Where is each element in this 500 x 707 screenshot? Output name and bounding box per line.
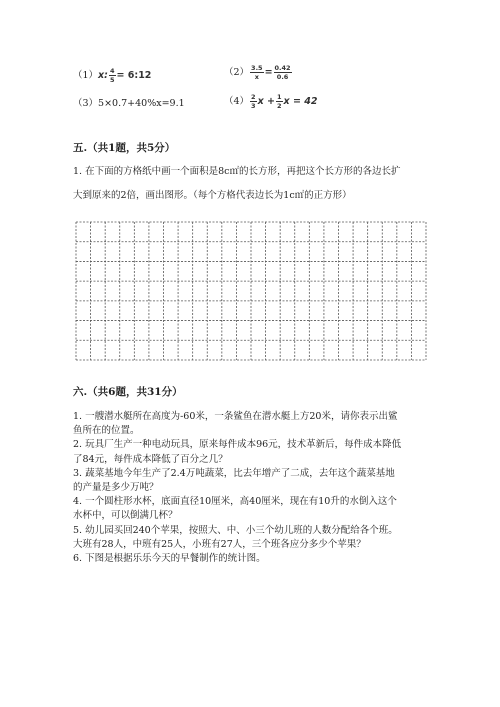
fraction-numerator: 0.42	[274, 64, 291, 72]
fraction-denominator: 3	[251, 102, 256, 110]
question-line: 的产量是多少万吨？	[73, 482, 159, 494]
equation-2-label: （2）	[224, 67, 250, 78]
question-line: 1. 一艘潜水艇所在高度为-60米，一条鲨鱼在潜水艇上方20米，请你表示出鲨	[73, 411, 398, 422]
question-line: 水杯中，可以倒满几杯？	[73, 510, 178, 522]
equation-2-fraction-1	[250, 64, 264, 81]
fraction-denominator: 0.6	[276, 73, 289, 81]
section-5-heading: 五.（共1题，共5分）	[73, 142, 176, 154]
equation-2-equals: =	[264, 67, 273, 78]
equation-1-pre: x:	[98, 70, 108, 81]
equation-4-mid: x +	[257, 96, 275, 107]
question-line: 5. 幼儿园买回240个苹果，按照大、中、小三个幼儿班的人数分配给各个班。	[73, 524, 398, 536]
question-line: 6. 下图是根据乐乐今天的早餐制作的统计图。	[73, 553, 266, 565]
equation-1-post: = 6:12	[116, 70, 152, 81]
equation-4-post: x = 42	[283, 96, 318, 107]
fraction-numerator: 2	[251, 93, 256, 101]
question-line: 鱼所在的位置。	[73, 425, 140, 437]
section-6-questions	[73, 410, 401, 566]
equation-3: （3）5×0.7+40%x=9.1	[73, 98, 185, 109]
equation-4	[224, 93, 317, 110]
question-line: 3. 蔬菜基地今年生产了2.4万吨蔬菜，比去年增产了二成，去年这个蔬菜基地	[73, 467, 395, 479]
equation-1-fraction	[109, 67, 116, 84]
fraction-numerator: 1	[276, 93, 282, 101]
question-line: 4. 一个圆柱形水杯，底面直径10厘米，高40厘米，现在有10升的水倒入这个	[73, 496, 397, 508]
equation-4-label: （4）	[224, 96, 250, 107]
equation-4-fraction-2	[276, 93, 283, 110]
fraction-denominator: x	[254, 73, 259, 81]
equation-4-fraction-1	[250, 93, 257, 110]
fraction-denominator: 2	[276, 102, 282, 110]
fraction-numerator: 3.5	[251, 64, 263, 72]
question-line: 了84元，每件成本降低了百分之几？	[73, 453, 228, 465]
equation-1	[73, 67, 151, 84]
fraction-denominator: 5	[109, 76, 115, 84]
section-5-question-1-line-2: 大到原来的2倍，画出图形。（每个方格代表边长为1c㎡的正方形）	[73, 190, 352, 201]
equation-2	[224, 64, 293, 81]
equation-2-fraction-2	[274, 64, 292, 81]
section-6-heading: 六.（共6题，共31分）	[73, 386, 183, 398]
square-grid-paper[interactable]	[75, 221, 427, 361]
fraction-numerator: 4	[109, 67, 115, 75]
section-5-question-1-line-1: 1. 在下面的方格纸中画一个面积是8c㎡的长方形，再把这个长方形的各边长扩	[73, 166, 401, 177]
question-line: 2. 玩具厂生产一种电动玩具，原来每件成本96元，技术革新后，每件成本降低	[73, 439, 402, 451]
equation-1-label: （1）	[73, 70, 99, 81]
question-line: 大班有28人，中班有25人，小班有27人，三个班各应分多少个苹果？	[73, 538, 366, 550]
